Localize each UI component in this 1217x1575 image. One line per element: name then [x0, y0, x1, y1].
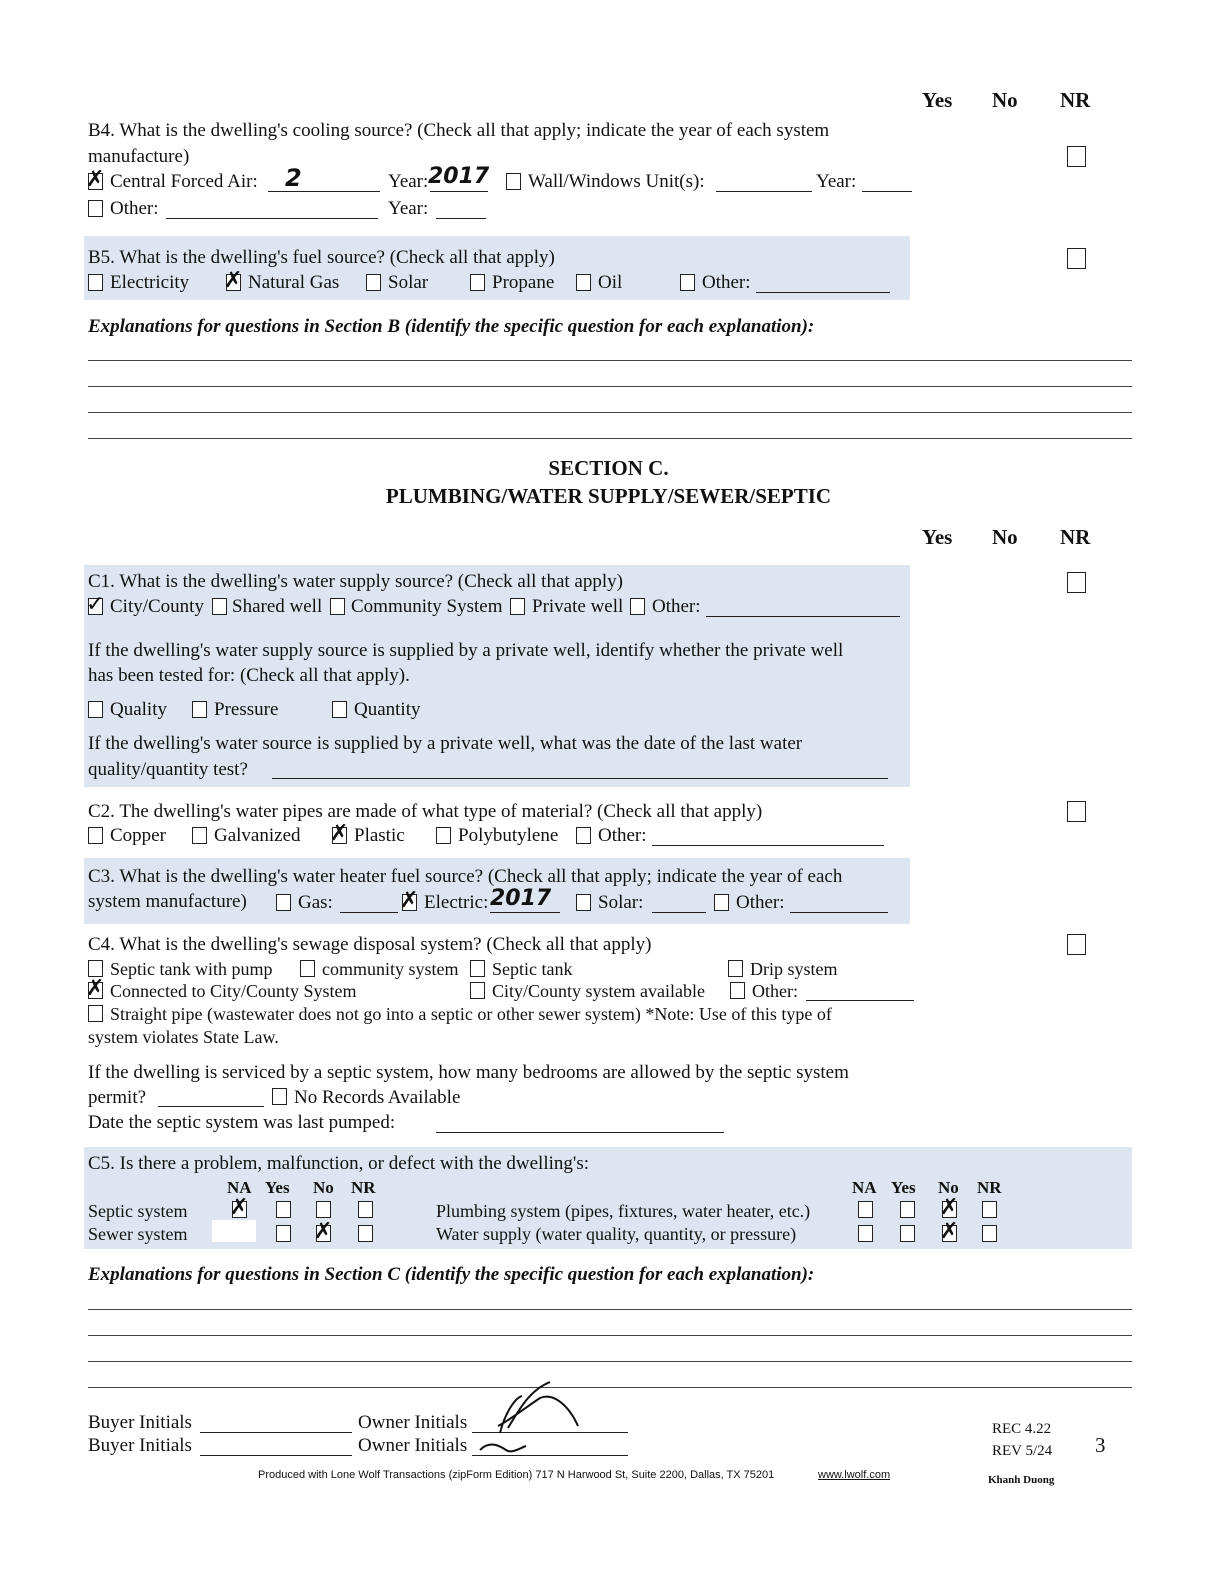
b4-other-year-label: Year:	[388, 198, 429, 219]
c1-quality-label: Quality	[110, 699, 167, 720]
c3-solar-line[interactable]	[652, 912, 706, 913]
explain-b-heading: Explanations for questions in Section B (identify the specific question for each explanation):	[88, 316, 815, 337]
b4-central-year: 2017	[428, 164, 490, 189]
b5-natural-gas-checkbox[interactable]: ✗	[224, 268, 243, 293]
buyer-initials-line-2[interactable]	[200, 1455, 352, 1456]
agent-name: Khanh Duong	[988, 1474, 1055, 1486]
b5-solar-label: Solar	[388, 272, 429, 293]
b5-propane-label: Propane	[492, 272, 555, 293]
c2-nr-checkbox[interactable]	[1067, 801, 1086, 822]
c3-electric-checkbox[interactable]: ✗	[400, 888, 419, 913]
c5-septic-nr-checkbox[interactable]	[358, 1201, 373, 1218]
lwolf-link[interactable]: www.lwolf.com	[818, 1469, 891, 1481]
explain-c-line-1[interactable]	[88, 1309, 1132, 1310]
c1-quality-checkbox[interactable]	[88, 701, 103, 718]
b5-other-line[interactable]	[756, 292, 890, 293]
c5-plumbing-yes-checkbox[interactable]	[900, 1201, 915, 1218]
b4-wall-checkbox[interactable]	[506, 173, 521, 190]
b4-question-cont: manufacture)	[88, 146, 190, 167]
c4-pumped-label: Date the septic system was last pumped:	[88, 1112, 396, 1133]
c5-plumbing-na-checkbox[interactable]	[858, 1201, 873, 1218]
explain-c-heading: Explanations for questions in Section C (identify the specific question for each explanation):	[88, 1264, 815, 1285]
c1-quantity-label: Quantity	[354, 699, 421, 720]
b4-other-year-line[interactable]	[436, 218, 486, 219]
c5-sewer-yes-checkbox[interactable]	[276, 1225, 291, 1242]
c5-sewer-no-checkbox[interactable]: ✗	[314, 1219, 333, 1244]
c3-solar-checkbox[interactable]	[576, 894, 591, 911]
c1-city-label: City/County	[110, 596, 204, 617]
c3-solar-label: Solar:	[598, 892, 644, 913]
c4-septic-pump-checkbox[interactable]	[88, 960, 103, 977]
owner-initials-label-2: Owner Initials	[358, 1435, 468, 1456]
b5-solar-checkbox[interactable]	[366, 274, 381, 291]
b5-electricity-checkbox[interactable]	[88, 274, 103, 291]
c5-left-hdr-yes: Yes	[265, 1178, 290, 1197]
c3-other-line[interactable]	[790, 912, 888, 913]
page-number: 3	[1095, 1433, 1106, 1457]
c4-connected-checkbox[interactable]: ✗	[86, 976, 105, 1001]
c1-date-text-2: quality/quantity test?	[88, 759, 248, 780]
c5-right-hdr-yes: Yes	[891, 1178, 916, 1197]
c1-private-well-checkbox[interactable]	[510, 598, 525, 615]
c2-plastic-label: Plastic	[354, 825, 405, 846]
c2-polybutylene-label: Polybutylene	[458, 825, 559, 846]
c2-other-checkbox[interactable]	[576, 827, 591, 844]
b4-question: B4. What is the dwelling's cooling source? (Check all that apply; indicate the year of each system	[88, 120, 830, 141]
c2-polybutylene-checkbox[interactable]	[436, 827, 451, 844]
b4-other-line[interactable]	[166, 218, 378, 219]
c5-question: C5. Is there a problem, malfunction, or defect with the dwelling's:	[88, 1153, 589, 1174]
c3-line-2: system manufacture)	[88, 891, 247, 912]
c1-quantity-checkbox[interactable]	[332, 701, 347, 718]
c2-other-label: Other:	[598, 825, 647, 846]
c4-drip-checkbox[interactable]	[728, 960, 743, 977]
c5-right-hdr-na: NA	[852, 1178, 877, 1197]
rec-code: REC 4.22	[992, 1421, 1052, 1437]
b4-central-checkbox[interactable]: ✗	[86, 167, 105, 192]
c5-sewer-nr-checkbox[interactable]	[358, 1225, 373, 1242]
c4-no-records-label: No Records Available	[294, 1087, 461, 1108]
c2-galvanized-checkbox[interactable]	[192, 827, 207, 844]
b5-electricity-label: Electricity	[110, 272, 190, 293]
c2-copper-label: Copper	[110, 825, 166, 846]
col-header-no: No	[992, 88, 1018, 112]
c4-permit-label: permit?	[88, 1087, 147, 1108]
c4-connected-label: Connected to City/County System	[110, 981, 357, 1001]
c5-septic-label: Septic system	[88, 1201, 188, 1221]
explain-b-line-2[interactable]	[88, 386, 1132, 387]
b4-other-label: Other:	[110, 198, 159, 219]
c5-sewer-label: Sewer system	[88, 1224, 188, 1244]
buyer-initials-line-1[interactable]	[200, 1432, 352, 1433]
section-c-subtitle: PLUMBING/WATER SUPPLY/SEWER/SEPTIC	[385, 484, 832, 508]
c1-other-line[interactable]	[706, 616, 900, 617]
rev-code: REV 5/24	[992, 1443, 1053, 1459]
explain-c-line-2[interactable]	[88, 1335, 1132, 1336]
owner-initials-label-1: Owner Initials	[358, 1412, 468, 1433]
c4-drip-label: Drip system	[750, 959, 838, 979]
c2-plastic-checkbox[interactable]: ✗	[330, 821, 349, 846]
b5-nr-checkbox[interactable]	[1067, 248, 1086, 269]
buyer-initials-label-2: Buyer Initials	[88, 1435, 192, 1456]
c4-septic-pump-label: Septic tank with pump	[110, 959, 273, 979]
c1-date-line[interactable]	[272, 778, 888, 779]
c1-question: C1. What is the dwelling's water supply source? (Check all that apply)	[88, 571, 623, 592]
c4-available-label: City/County system available	[492, 981, 705, 1001]
c1-other-checkbox[interactable]	[630, 598, 645, 615]
c-col-header-yes: Yes	[922, 525, 953, 549]
c4-community-label: community system	[322, 959, 459, 979]
c3-electric-year: 2017	[490, 886, 552, 911]
c4-other-checkbox[interactable]	[730, 982, 745, 999]
c-col-header-nr: NR	[1060, 525, 1091, 549]
b4-wall-line[interactable]	[716, 191, 812, 192]
c3-other-label: Other:	[736, 892, 785, 913]
explain-b-line-4[interactable]	[88, 438, 1132, 439]
b5-oil-label: Oil	[598, 272, 623, 293]
b4-year-label: Year:	[388, 171, 429, 192]
c1-well-text-1: If the dwelling's water supply source is supplied by a private well, identify whether the private well	[88, 640, 844, 661]
c4-septic-question: If the dwelling is serviced by a septic system, how many bedrooms are allowed by the septic system	[88, 1062, 849, 1083]
b4-wall-year-label: Year:	[816, 171, 857, 192]
c1-date-text-1: If the dwelling's water source is supplied by a private well, what was the date of the last water	[88, 733, 803, 754]
c1-community-checkbox[interactable]	[330, 598, 345, 615]
c1-pressure-checkbox[interactable]	[192, 701, 207, 718]
c4-available-checkbox[interactable]	[470, 982, 485, 999]
c1-shared-well-label: Shared well	[232, 596, 323, 617]
b5-natural-gas-label: Natural Gas	[248, 272, 340, 293]
c5-water-no-checkbox[interactable]: ✗	[940, 1219, 959, 1244]
b5-oil-checkbox[interactable]	[576, 274, 591, 291]
c3-gas-label: Gas:	[298, 892, 333, 913]
c4-nr-checkbox[interactable]	[1067, 934, 1086, 955]
c4-pumped-line[interactable]	[436, 1132, 724, 1133]
c1-city-checkbox[interactable]: ✓	[86, 592, 105, 617]
c3-other-checkbox[interactable]	[714, 894, 729, 911]
c5-right-hdr-nr: NR	[977, 1178, 1002, 1197]
c5-septic-yes-checkbox[interactable]	[276, 1201, 291, 1218]
c4-septic-tank-label: Septic tank	[492, 959, 573, 979]
c1-nr-checkbox[interactable]	[1067, 572, 1086, 593]
c4-straight-label-2: system violates State Law.	[88, 1027, 279, 1047]
c4-permit-line[interactable]	[158, 1106, 264, 1107]
c5-sewer-na-whiteout	[212, 1220, 256, 1242]
c3-gas-checkbox[interactable]	[276, 894, 291, 911]
c2-galvanized-label: Galvanized	[214, 825, 301, 846]
c4-no-records-checkbox[interactable]	[272, 1088, 287, 1105]
c4-other-line[interactable]	[806, 1000, 914, 1001]
col-header-nr: NR	[1060, 88, 1091, 112]
b5-question: B5. What is the dwelling's fuel source? (Check all that apply)	[88, 247, 555, 268]
c2-copper-checkbox[interactable]	[88, 827, 103, 844]
c5-water-supply-label: Water supply (water quality, quantity, or pressure)	[436, 1224, 797, 1244]
c-col-header-no: No	[992, 525, 1018, 549]
c1-shared-well-checkbox[interactable]	[212, 598, 227, 615]
c5-left-hdr-no: No	[313, 1178, 334, 1197]
c5-plumbing-nr-checkbox[interactable]	[982, 1201, 997, 1218]
explain-c-line-4[interactable]	[88, 1387, 1132, 1388]
col-header-yes: Yes	[922, 88, 953, 112]
c3-electric-label: Electric:	[424, 892, 489, 913]
c1-pressure-label: Pressure	[214, 699, 279, 720]
c5-septic-na-checkbox[interactable]: ✗	[230, 1195, 249, 1220]
c5-plumbing-label: Plumbing system (pipes, fixtures, water heater, etc.)	[436, 1201, 811, 1221]
b4-other-checkbox[interactable]	[88, 200, 103, 217]
c3-electric-line[interactable]	[490, 912, 560, 913]
c4-question: C4. What is the dwelling's sewage disposal system? (Check all that apply)	[88, 934, 652, 955]
b4-wall-label: Wall/Windows Unit(s):	[528, 171, 705, 192]
c5-water-na-checkbox[interactable]	[858, 1225, 873, 1242]
produced-by: Produced with Lone Wolf Transactions (zipForm Edition) 717 N Harwood St, Suite 2200, Dallas, TX 75201	[258, 1469, 775, 1481]
c4-septic-tank-checkbox[interactable]	[470, 960, 485, 977]
c3-question: C3. What is the dwelling's water heater fuel source? (Check all that apply; indicate the year of each	[88, 866, 843, 887]
b4-central-label: Central Forced Air:	[110, 171, 258, 192]
b5-propane-checkbox[interactable]	[470, 274, 485, 291]
explain-b-line-1[interactable]	[88, 360, 1132, 361]
c4-community-checkbox[interactable]	[300, 960, 315, 977]
b4-central-value: 2	[285, 164, 302, 192]
buyer-initials-label-1: Buyer Initials	[88, 1412, 192, 1433]
c1-well-text-2: has been tested for: (Check all that apply).	[88, 665, 410, 686]
c4-other-label: Other:	[752, 981, 798, 1001]
c4-straight-checkbox[interactable]	[88, 1005, 103, 1022]
owner-initials-signature	[470, 1378, 600, 1464]
c2-question: C2. The dwelling's water pipes are made of what type of material? (Check all that apply)	[88, 801, 763, 822]
b5-other-checkbox[interactable]	[680, 274, 695, 291]
c5-plumbing-no-checkbox[interactable]: ✗	[940, 1195, 959, 1220]
c5-water-nr-checkbox[interactable]	[982, 1225, 997, 1242]
c1-other-label: Other:	[652, 596, 701, 617]
c1-private-well-label: Private well	[532, 596, 624, 617]
c3-gas-line[interactable]	[340, 912, 398, 913]
explain-b-line-3[interactable]	[88, 412, 1132, 413]
b4-nr-checkbox[interactable]	[1067, 146, 1086, 167]
c5-septic-no-checkbox[interactable]	[316, 1201, 331, 1218]
c5-left-hdr-nr: NR	[351, 1178, 376, 1197]
c1-community-label: Community System	[351, 596, 503, 617]
c2-other-line[interactable]	[652, 845, 884, 846]
c5-water-yes-checkbox[interactable]	[900, 1225, 915, 1242]
c4-straight-label: Straight pipe (wastewater does not go into a septic or other sewer system) *Note: Use of this type of	[110, 1004, 832, 1024]
b5-other-label: Other:	[702, 272, 751, 293]
c5-left-hdr-na: NA	[227, 1178, 252, 1197]
section-c-title: SECTION C.	[548, 456, 669, 480]
b4-year-line[interactable]	[430, 191, 488, 192]
c5-right-hdr-no: No	[938, 1178, 959, 1197]
explain-c-line-3[interactable]	[88, 1361, 1132, 1362]
b4-wall-year-line[interactable]	[862, 191, 912, 192]
